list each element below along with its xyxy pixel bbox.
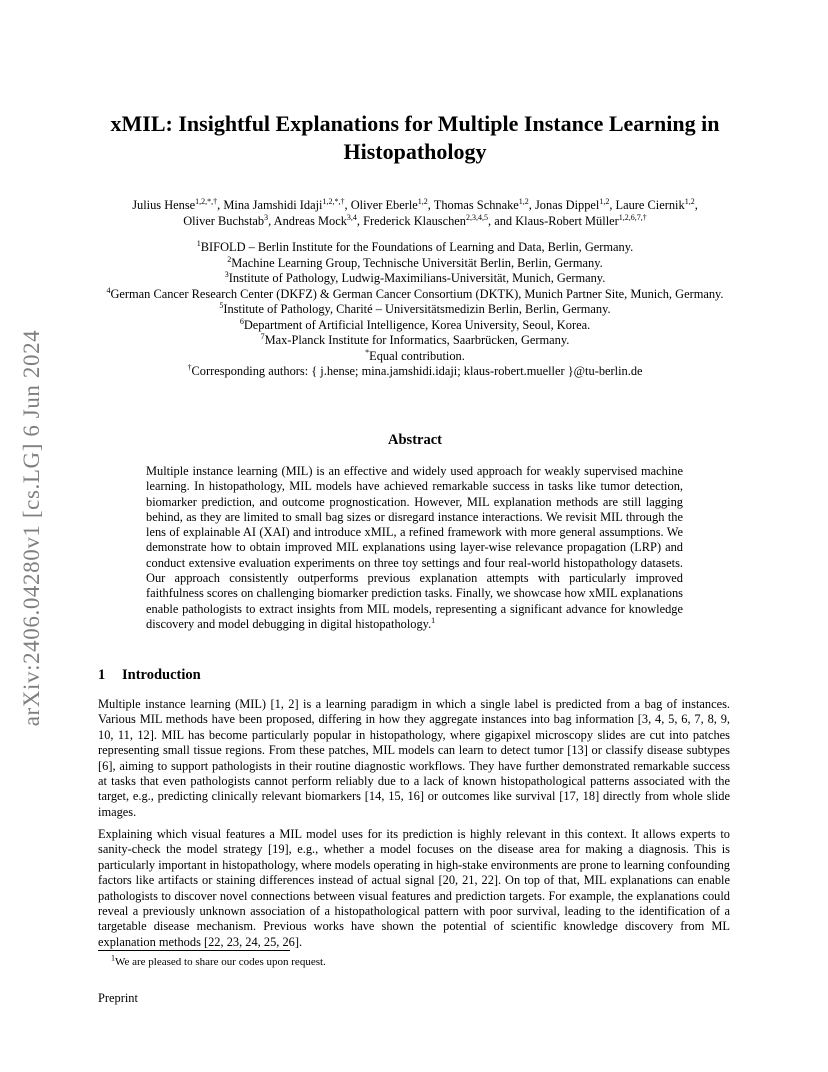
section-heading [98, 667, 201, 684]
abstract-heading: Abstract [388, 432, 442, 448]
footnote-text: We are pleased to share our codes upon request. [115, 956, 326, 968]
author: Andreas Mock$^{3,4}$, [273, 212, 364, 228]
author: Laure Ciernik$^{1,2}$, [615, 196, 698, 212]
title-line-1: xMIL: Insightful Explanations for Multiple Instance Learning in [110, 111, 720, 136]
intro-paragraph-1: Multiple instance learning (MIL) [1, 2] is a learning paradigm in which a single label is predicted from a bag of instances. Various MIL methods have been proposed, differing in how they aggregate instances into bag information [3, 4, 5, 6, 7, 8, 9, 10, 11, 12]. MIL has become particularly popular in histopathology, where gigapixel microscopy slides are cut into patches representing small tissue regions. From these patches, MIL models can learn to detect tumor [13] or classify disease subtypes [6], aiming to support pathologists in their routine diagnostic workflows. They have further demonstrated remarkable success at tasks that even pathologists cannot perform reliably due to a lack of known histopathological patterns associated with the target, e.g., predicting clinically relevant biomarkers [14, 15, 16] or outcomes like survival [17, 18] directly from whole slide images. [98, 697, 730, 819]
corresponding-authors-note: †Corresponding authors: { j.hense; mina.jamshidi.idaji; klaus-robert.mueller }@tu-berlin.de [187, 362, 643, 378]
author: Jonas Dippel$^{1,2}$, [534, 196, 616, 212]
footnote-number: 1 [111, 953, 115, 963]
author-list [80, 197, 750, 229]
section-number: 1 [98, 667, 106, 683]
affiliation: $^7$Max-Planck Institute for Informatics, Saarbrücken, Germany. [260, 331, 570, 347]
author: Oliver Buchstab$^3$, [183, 212, 274, 228]
page-footer: Preprint [98, 991, 138, 1005]
author: Oliver Eberle$^{1,2}$, [350, 196, 434, 212]
affiliation: $^4$German Cancer Research Center (DKFZ) & German Cancer Consortium (DKTK), Munich Partner Site, Munich, Germany. [106, 285, 724, 301]
abstract-body [146, 464, 683, 632]
author: Klaus-Robert Müller$^{1,2,6,7,\dagger}$ [515, 212, 647, 228]
author: Mina Jamshidi Idaji$^{1,2,*,\dagger}$, [223, 196, 351, 212]
affiliation-list [80, 240, 750, 380]
affiliation: $^1$BIFOLD – Berlin Institute for the Foundations of Learning and Data, Berlin, Germany. [196, 238, 634, 254]
paper-title [80, 110, 750, 166]
section-title: Introduction [122, 667, 201, 683]
affiliation: $^2$Machine Learning Group, Technische Universität Berlin, Berlin, Germany. [227, 254, 603, 270]
title-line-2: Histopathology [343, 139, 487, 164]
abstract-text: Multiple instance learning (MIL) is an effective and widely used approach for weakly supervised machine learning. In histopathology, MIL models have achieved remarkable success in tasks like tumor detection, biomarker prediction, and outcome prognostication. However, MIL explanation methods are still lagging behind, as they are limited to small bag sizes or disregard instance interactions. We revisit MIL through the lens of explainable AI (XAI) and introduce xMIL, a refined framework with more general assumptions. We demonstrate how to obtain improved MIL explanations using layer-wise relevance propagation (LRP) and conduct extensive evaluation experiments on three toy settings and four real-world histopathology datasets. Our approach consistently outperforms previous explanation attempts with particularly improved faithfulness scores on challenging biomarker prediction tasks. Finally, we showcase how xMIL explanations enable pathologists to extract insights from MIL models, representing a significant advance for knowledge discovery and model debugging in digital histopathology. [146, 464, 683, 631]
affiliation: $^5$Institute of Pathology, Charité – Universitätsmedizin Berlin, Berlin, Germany. [219, 300, 611, 316]
author: Julius Hense$^{1,2,*,\dagger}$, [132, 196, 224, 212]
author: Frederick Klauschen$^{2,3,4,5}$, and [363, 212, 516, 228]
arxiv-stamp [12, 298, 52, 758]
affiliation: $^3$Institute of Pathology, Ludwig-Maximilians-Universität, Munich, Germany. [224, 269, 606, 285]
intro-paragraph-2: Explaining which visual features a MIL model uses for its prediction is highly relevant in this context. It allows experts to sanity-check the model strategy [19], e.g., whether a model focuses on the disease area for making a diagnosis. This is particularly important in histopathology, where models operating in high-stake environments are prone to learning confounding factors like artifacts or staining differences instead of actual signal [20, 21, 22]. On top of that, MIL explanations can enable pathologists to discover novel connections between visual features and prediction targets. For example, the explanations could reveal a previously unknown association of a histopathological pattern with poor survival, leading to the identification of a targetable disease mechanism. Previous works have shown the potential of scientific knowledge discovery from ML explanation methods [22, 23, 24, 25, 26]. [98, 827, 730, 949]
equal-contribution-note: *Equal contribution. [365, 347, 465, 363]
author: Thomas Schnake$^{1,2}$, [433, 196, 535, 212]
footnote [98, 955, 326, 969]
affiliation: $^6$Department of Artificial Intelligence, Korea University, Seoul, Korea. [239, 316, 591, 332]
arxiv-id: arXiv:2406.04280v1 [cs.LG] 6 Jun 2024 [19, 329, 44, 727]
footnote-divider [98, 950, 290, 951]
footnote-marker: 1 [431, 615, 436, 625]
